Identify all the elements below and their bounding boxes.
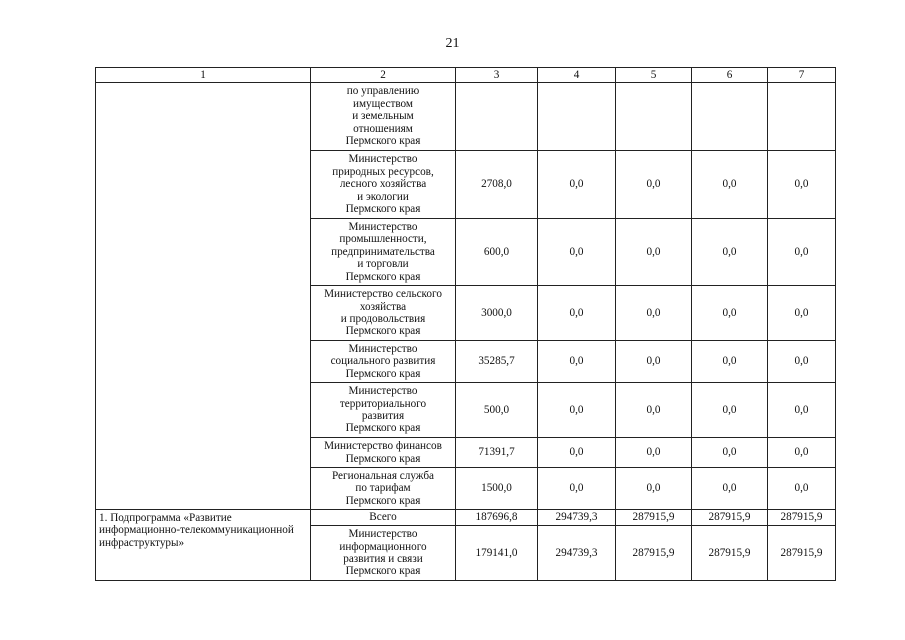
value-cell: 294739,3	[538, 526, 616, 581]
value-cell: 0,0	[616, 383, 692, 438]
column-number: 1	[96, 68, 311, 83]
column-number: 4	[538, 68, 616, 83]
value-cell: 0,0	[616, 151, 692, 219]
value-cell: 287915,9	[768, 526, 836, 581]
value-cell: 0,0	[616, 286, 692, 341]
value-cell: 0,0	[768, 341, 836, 383]
executor-cell: Министерство промышленности, предпринимательства и торговли Пермского края	[311, 219, 456, 286]
program-cell-empty	[96, 83, 311, 510]
column-number: 6	[692, 68, 768, 83]
column-number: 3	[456, 68, 538, 83]
value-cell: 0,0	[538, 438, 616, 468]
table-row-total	[96, 510, 836, 526]
executor-cell: Министерство финансов Пермского края	[311, 438, 456, 468]
value-cell: 0,0	[768, 468, 836, 510]
page-number: 21	[445, 36, 460, 51]
value-cell: 0,0	[616, 219, 692, 286]
executor-cell: Министерство сельского хозяйства и продовольствия Пермского края	[311, 286, 456, 341]
value-cell: 3000,0	[456, 286, 538, 341]
executor-cell: Министерство информационного развития и связи Пермского края	[311, 526, 456, 581]
value-cell: 0,0	[538, 219, 616, 286]
value-cell: 1500,0	[456, 468, 538, 510]
column-number: 2	[311, 68, 456, 83]
value-cell: 0,0	[692, 151, 768, 219]
value-cell: 0,0	[768, 151, 836, 219]
value-cell: 287915,9	[768, 510, 836, 526]
value-cell: 287915,9	[692, 510, 768, 526]
value-cell: 0,0	[692, 286, 768, 341]
value-cell: 179141,0	[456, 526, 538, 581]
executor-cell: Региональная служба по тарифам Пермского края	[311, 468, 456, 510]
value-cell: 0,0	[768, 438, 836, 468]
executor-cell: Министерство природных ресурсов, лесного хозяйства и экологии Пермского края	[311, 151, 456, 219]
budget-table	[95, 67, 836, 581]
value-cell: 0,0	[692, 383, 768, 438]
value-cell: 294739,3	[538, 510, 616, 526]
value-cell: 0,0	[616, 438, 692, 468]
value-cell: 287915,9	[692, 526, 768, 581]
value-cell: 0,0	[538, 468, 616, 510]
value-cell: 0,0	[616, 468, 692, 510]
value-cell: 0,0	[538, 383, 616, 438]
value-cell: 600,0	[456, 219, 538, 286]
value-cell: 0,0	[768, 219, 836, 286]
executor-cell: по управлению имуществом и земельным отношениям Пермского края	[311, 83, 456, 151]
value-cell: 0,0	[768, 383, 836, 438]
column-number: 7	[768, 68, 836, 83]
value-cell: 0,0	[616, 341, 692, 383]
value-cell: 287915,9	[616, 510, 692, 526]
executor-cell: Всего	[311, 510, 456, 526]
value-cell: 2708,0	[456, 151, 538, 219]
table-row	[96, 83, 836, 151]
value-cell: 0,0	[768, 286, 836, 341]
value-cell: 0,0	[692, 219, 768, 286]
executor-cell: Министерство социального развития Пермского края	[311, 341, 456, 383]
subprogram-title: 1. Подпрограмма «Развитие информационно-телекоммуникационной инфраструктуры»	[96, 510, 311, 581]
value-cell: 0,0	[692, 468, 768, 510]
value-cell: 0,0	[538, 341, 616, 383]
value-cell: 0,0	[538, 151, 616, 219]
executor-cell: Министерство территориального развития Пермского края	[311, 383, 456, 438]
value-cell: 500,0	[456, 383, 538, 438]
column-number: 5	[616, 68, 692, 83]
value-cell: 0,0	[538, 286, 616, 341]
value-cell: 35285,7	[456, 341, 538, 383]
column-number-row	[96, 68, 836, 83]
value-cell: 71391,7	[456, 438, 538, 468]
value-cell: 287915,9	[616, 526, 692, 581]
value-cell: 187696,8	[456, 510, 538, 526]
value-cell: 0,0	[692, 341, 768, 383]
value-cell: 0,0	[692, 438, 768, 468]
